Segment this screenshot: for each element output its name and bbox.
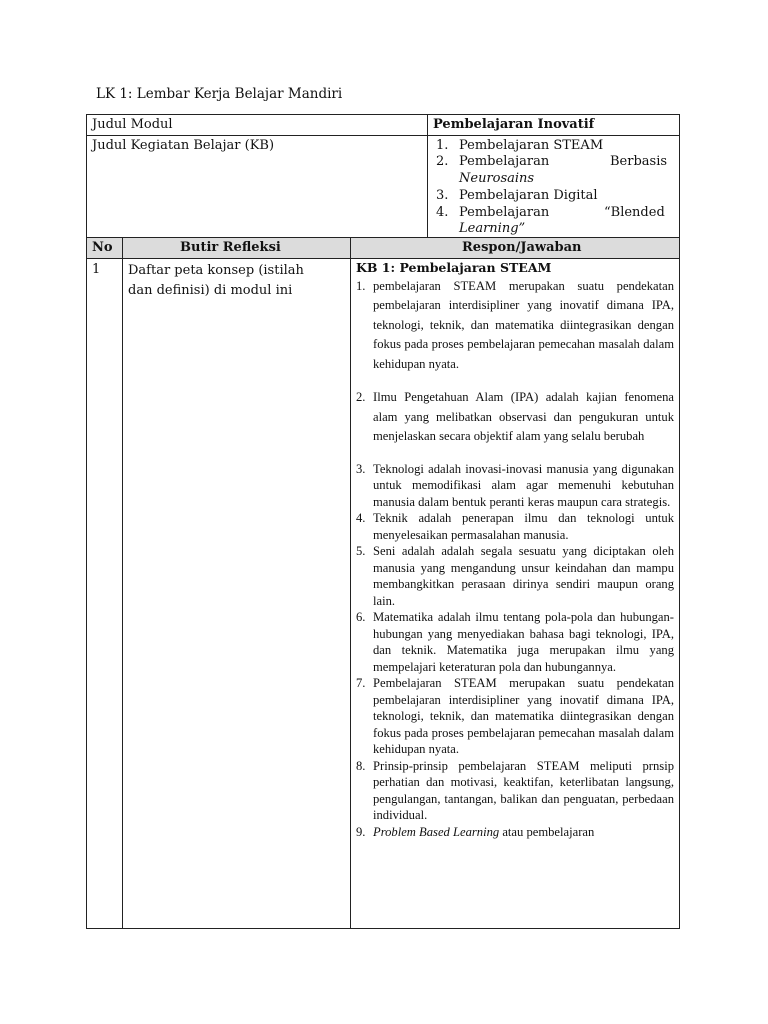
kb-item-1: Pembelajaran STEAM	[459, 138, 604, 153]
definition-item: 6. Matematika adalah ilmu tentang pola-pola dan hubungan-hubungan yang menyediakan bahasa bagi teknologi, IPA, dan teknik. Matematika juga merupakan ilmu yang mempelajari keteraturan pola dan hubungannya.	[356, 610, 674, 674]
judul-modul-value: Pembelajaran Inovatif	[433, 117, 595, 132]
header-no: No	[92, 240, 113, 255]
definition-item: 3. Teknologi adalah inovasi-inovasi manusia yang digunakan untuk memodifikasi alam agar memenuhi kebutuhan manusia dalam bentuk peranti keras maupun cara strategis.	[356, 461, 674, 509]
kb-num-4: 4.	[436, 205, 449, 220]
butir-line-2: dan definisi) di modul ini	[128, 283, 293, 298]
kb-item-2c: Neurosains	[459, 171, 535, 186]
definition-item: 4. Teknik adalah penerapan ilmu dan teknologi untuk menyelesaikan permasalahan manusia.	[356, 511, 674, 542]
definition-item: 8. Prinsip-prinsip pembelajaran STEAM meliputi prnsip perhatian dan motivasi, keaktifan, keterlibatan langsung, pengulangan, tantangan, balikan dan penguatan, perbedaan individual.	[356, 758, 674, 822]
header-butir-refleksi: Butir Refleksi	[180, 240, 281, 255]
kb-item-2a: Pembelajaran	[459, 154, 550, 169]
judul-kb-label: Judul Kegiatan Belajar (KB)	[92, 138, 275, 153]
kb-num-3: 3.	[436, 188, 449, 203]
judul-modul-label: Judul Modul	[92, 117, 173, 132]
kb-num-2: 2.	[436, 154, 449, 169]
row-no: 1	[92, 262, 101, 277]
kb-item-2b: Berbasis	[610, 154, 668, 169]
kb-item-3: Pembelajaran Digital	[459, 188, 598, 203]
definition-item: 5. Seni adalah adalah segala sesuatu yang diciptakan oleh manusia yang mengandung unsur keindahan dan mampu membangkitkan perasaan dirinya sendiri maupun orang lain.	[356, 544, 674, 608]
kb-item-4a: Pembelajaran	[459, 205, 550, 220]
definition-item: 2. Ilmu Pengetahuan Alam (IPA) adalah kajian fenomena alam yang melibatkan observasi dan pengukuran untuk menjelaskan secara objektif alam yang selalu berubah	[356, 390, 674, 443]
kb-item-4b: “Blended	[604, 205, 665, 220]
document-title: LK 1: Lembar Kerja Belajar Mandiri	[96, 86, 343, 102]
kb-num-1: 1.	[436, 138, 449, 153]
definition-item: 1. pembelajaran STEAM merupakan suatu pendekatan pembelajaran interdisipliner yang inovatif dimana IPA, teknologi, teknik, dan matematika diintegrasikan dengan fokus pada proses pembelajaran pemecahan masalah dalam kehidupan nyata.	[356, 278, 674, 371]
kb-item-4c: Learning”	[459, 221, 526, 236]
header-respon-jawaban: Respon/Jawaban	[462, 240, 582, 255]
response-column	[356, 260, 674, 840]
definition-item: 9. Problem Based Learning atau pembelajaran	[356, 824, 595, 839]
butir-line-1: Daftar peta konsep (istilah	[128, 263, 304, 278]
kb-heading: KB 1: Pembelajaran STEAM	[356, 260, 552, 275]
definition-item: 7. Pembelajaran STEAM merupakan suatu pendekatan pembelajaran interdisipliner yang inovatif dimana IPA, teknologi, teknik, dan matematika diintegrasikan dengan fokus pada proses pembelajaran pemecahan masalah dalam kehidupan nyata.	[356, 676, 674, 756]
